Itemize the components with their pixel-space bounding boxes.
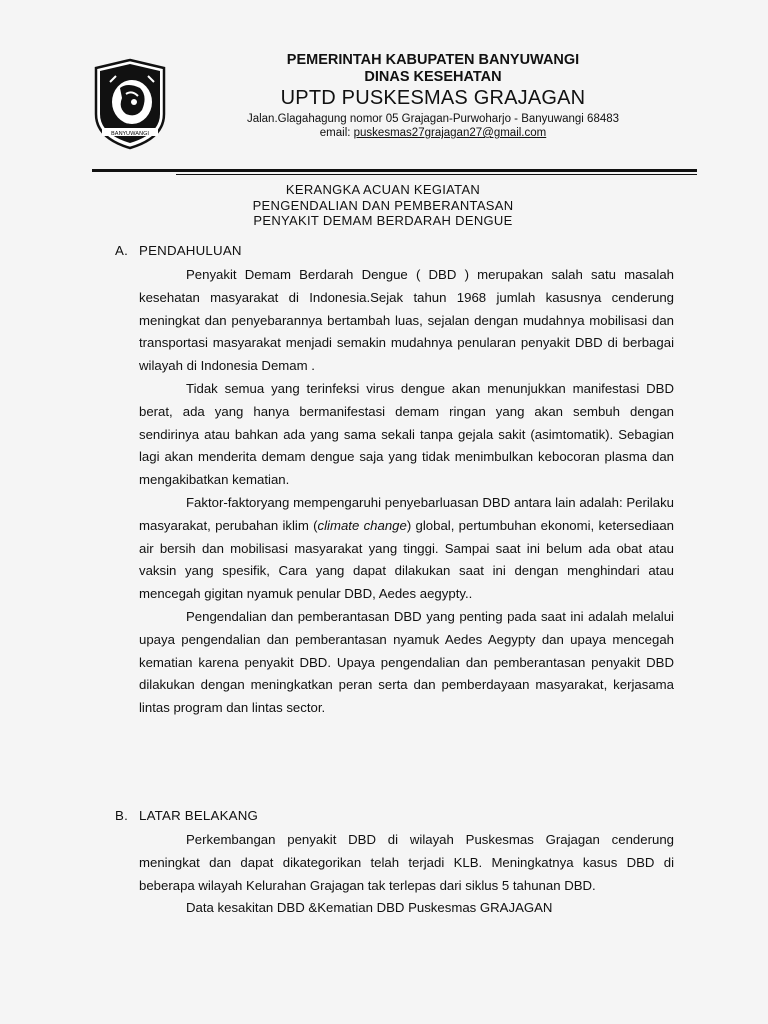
letterhead-divider-thin <box>176 174 697 175</box>
section-a-title: PENDAHULUAN <box>139 243 242 258</box>
section-b-heading <box>115 808 258 823</box>
email-label: email: <box>319 127 354 139</box>
section-a-paragraph <box>139 492 674 606</box>
section-b-paragraph: Perkembangan penyakit DBD di wilayah Puskesmas Grajagan cenderung meningkat dan dapat dikategorikan telah terjadi KLB. Meningkatnya kasus DBD di beberapa wilayah Kelurahan Grajagan tak terlepas dari siklus 5 tahunan DBD. <box>139 832 674 893</box>
title-line-1: KERANGKA ACUAN KEGIATAN <box>285 182 481 197</box>
section-a-paragraph: Pengendalian dan pemberantasan DBD yang penting pada saat ini adalah melalui upaya pengendalian dan pemberantasan nyamuk Aedes Aegypty dan upaya mencegah kematian karena penyakit DBD. Upaya pengendalian dan pemberantasan penyakit DBD dilakukan dengan meningkatkan peran serta dan pemberdayaan masyarakat, kerjasama lintas program dan lintas sector. <box>139 608 674 716</box>
section-a-number: A. <box>115 243 128 258</box>
document-title <box>110 182 656 229</box>
government-name: PEMERINTAH KABUPATEN BANYUWANGI <box>286 52 580 68</box>
section-a-body <box>139 264 674 720</box>
department-name: DINAS KESEHATAN <box>364 69 502 85</box>
title-line-3: PENYAKIT DEMAM BERDARAH DENGUE <box>253 213 513 228</box>
email-line <box>176 126 690 140</box>
section-b-body <box>139 829 674 920</box>
logo-caption: BANYUWANGI <box>111 131 149 137</box>
paragraph-text: ) global, pertumbuhan ekonomi, ketersediaan air bersih dan mobilisasi masyarakat yang tinggi. Sampai saat ini belum ada obat atau vaksin yang spesifik, Cara yang dapat dilakukan saat ini dengan menghindari atau mencegah gigitan nyamuk penular DBD, Aedes aegypty.. <box>139 517 674 602</box>
section-b-number: B. <box>115 808 128 823</box>
title-line-2: PENGENDALIAN DAN PEMBERANTASAN <box>252 197 514 213</box>
paragraph-text: Faktor-faktoryang mempengaruhi penyebarluasan DBD antara lain adalah: Perilaku masyarakat, perubahan iklim ( <box>139 494 674 533</box>
letterhead-divider-thick <box>92 169 697 172</box>
section-a-paragraph: Tidak semua yang terinfeksi virus dengue akan menunjukkan manifestasi DBD berat, ada yang hanya bermanifestasi demam ringan yang akan sembuh dengan sendirinya atau bahkan ada yang sama sekali tanpa gejala sakit (asimtomatik). Sebagian lagi akan menderita demam dengue saja yang tidak menimbulkan kebocoran plasma dan mengakibatkan kematian. <box>139 380 674 488</box>
section-a-paragraph: Penyakit Demam Berdarah Dengue ( DBD ) merupakan salah satu masalah kesehatan masyarakat di Indonesia.Sejak tahun 1968 jumlah kasusnya cenderung meningkat dan penyebarannya bertambah luas, sejalan dengan mudahnya mobilisasi dan transportasi masyarakat menjadi semakin mudahnya penularan penyakit DBD di berbagai wilayah di Indonesia Demam . <box>139 267 674 374</box>
section-b-title: LATAR BELAKANG <box>139 808 259 823</box>
banyuwangi-emblem-logo <box>92 58 168 150</box>
institution-name: UPTD PUSKESMAS GRAJAGAN <box>280 87 586 109</box>
paragraph-italic-term: climate change <box>317 517 407 533</box>
section-b-paragraph: Data kesakitan DBD &Kematian DBD Puskesmas GRAJAGAN <box>186 900 553 916</box>
email-link[interactable]: puskesmas27grajagan27@gmail.com <box>353 127 547 139</box>
letterhead <box>176 52 690 140</box>
section-a-heading <box>115 243 242 258</box>
address: Jalan.Glagahagung nomor 05 Grajagan-Purwoharjo - Banyuwangi 68483 <box>246 113 620 125</box>
